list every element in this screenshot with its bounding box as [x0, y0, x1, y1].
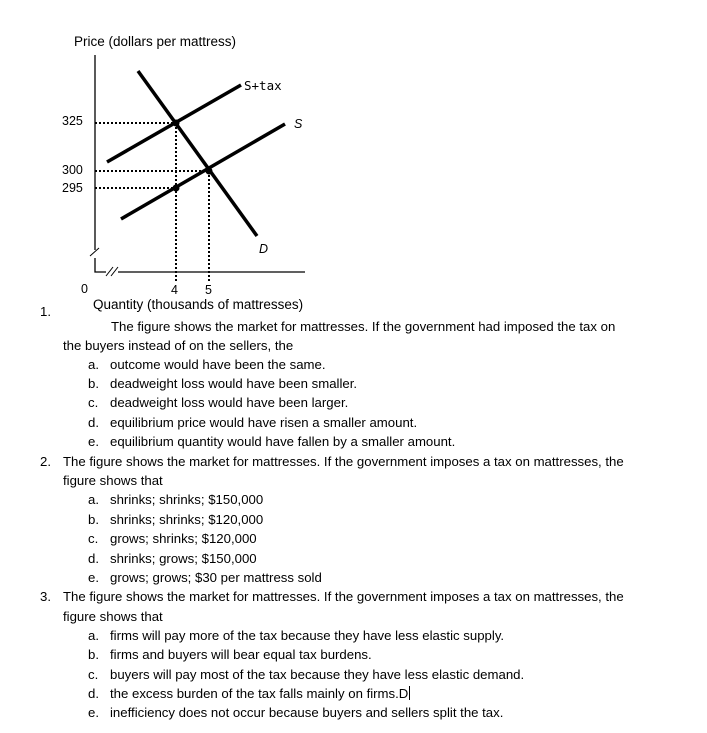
question-2-option-a — [88, 490, 263, 510]
axis-corner — [95, 258, 106, 272]
option-text: buyers will pay most of the tax because they have less elastic demand. — [110, 667, 525, 682]
x-tick-label-4: 4 — [171, 283, 178, 297]
question-2-option-d — [88, 549, 257, 569]
text-cursor — [409, 686, 410, 700]
question-3-option-a — [88, 626, 504, 646]
option-text: the excess burden of the tax falls mainly on firms.D — [110, 686, 409, 701]
option-letter: e. — [88, 434, 99, 449]
question-1-text-line2: the buyers instead of on the sellers, the — [63, 338, 294, 353]
option-text: inefficiency does not occur because buyers and sellers split the tax. — [110, 705, 504, 720]
question-3-text-line1: The figure shows the market for mattresses. If the government imposes a tax on mattresses, the — [63, 589, 624, 604]
question-1-option-b — [88, 374, 357, 394]
point-300 — [206, 168, 213, 175]
point-295 — [173, 185, 180, 192]
option-text: grows; grows; $30 per mattress sold — [110, 570, 322, 585]
option-letter: b. — [88, 376, 99, 391]
option-text: firms will pay more of the tax because they have less elastic supply. — [110, 628, 505, 643]
y-tick-label-295: 295 — [62, 181, 83, 195]
question-1-option-e — [88, 432, 455, 452]
option-text: firms and buyers will bear equal tax burdens. — [110, 647, 372, 662]
question-3-option-c — [88, 665, 524, 685]
option-letter: a. — [88, 357, 99, 372]
d-label: D — [259, 242, 269, 256]
question-1-text-line1: The figure shows the market for mattresses. If the government had imposed the tax on — [111, 319, 616, 334]
option-text: outcome would have been the same. — [110, 357, 326, 372]
option-letter: b. — [88, 512, 99, 527]
question-2-text-line2: figure shows that — [63, 473, 163, 488]
option-text: equilibrium price would have risen a smaller amount. — [110, 415, 418, 430]
question-2-option-e — [88, 568, 322, 588]
option-letter: d. — [88, 415, 99, 430]
option-letter: c. — [88, 667, 99, 682]
option-text: shrinks; grows; $150,000 — [110, 551, 257, 566]
question-3-option-e — [88, 703, 503, 723]
option-text: shrinks; shrinks; $120,000 — [110, 512, 264, 527]
option-letter: c. — [88, 395, 99, 410]
origin-label: 0 — [81, 282, 88, 296]
option-letter: d. — [88, 686, 99, 701]
y-tick-label-325: 325 — [62, 114, 83, 128]
question-1-number: 1. — [40, 304, 51, 319]
question-3-option-d — [88, 684, 410, 704]
question-2-text-line1: The figure shows the market for mattresses. If the government imposes a tax on mattresses, the — [63, 454, 624, 469]
y-axis-label: Price (dollars per mattress) — [74, 34, 237, 49]
question-1-option-c — [88, 393, 348, 413]
option-letter: a. — [88, 628, 99, 643]
d-curve — [138, 71, 257, 236]
option-text: shrinks; shrinks; $150,000 — [110, 492, 264, 507]
x-axis-label: Quantity (thousands of mattresses) — [93, 297, 304, 312]
question-1-option-a — [88, 355, 326, 375]
s-label: S — [294, 117, 303, 131]
question-1-option-d — [88, 413, 417, 433]
option-text: deadweight loss would have been smaller. — [110, 376, 358, 391]
question-3-option-b — [88, 645, 372, 665]
option-text: equilibrium quantity would have fallen by a smaller amount. — [110, 434, 456, 449]
s-plus-tax-label: S+tax — [244, 78, 282, 93]
option-letter: e. — [88, 570, 99, 585]
supply-demand-chart — [0, 0, 707, 320]
option-letter: a. — [88, 492, 99, 507]
x-tick-label-5: 5 — [205, 283, 212, 297]
option-letter: c. — [88, 531, 99, 546]
question-3-number: 3. — [40, 589, 51, 604]
question-2-number: 2. — [40, 454, 51, 469]
question-2-option-b — [88, 510, 263, 530]
option-letter: e. — [88, 705, 99, 720]
y-tick-label-300: 300 — [62, 163, 83, 177]
question-3-text-line2: figure shows that — [63, 609, 163, 624]
option-text: grows; shrinks; $120,000 — [110, 531, 257, 546]
question-2-option-c — [88, 529, 257, 549]
point-325 — [173, 120, 180, 127]
option-letter: d. — [88, 551, 99, 566]
option-letter: b. — [88, 647, 99, 662]
option-text: deadweight loss would have been larger. — [110, 395, 349, 410]
